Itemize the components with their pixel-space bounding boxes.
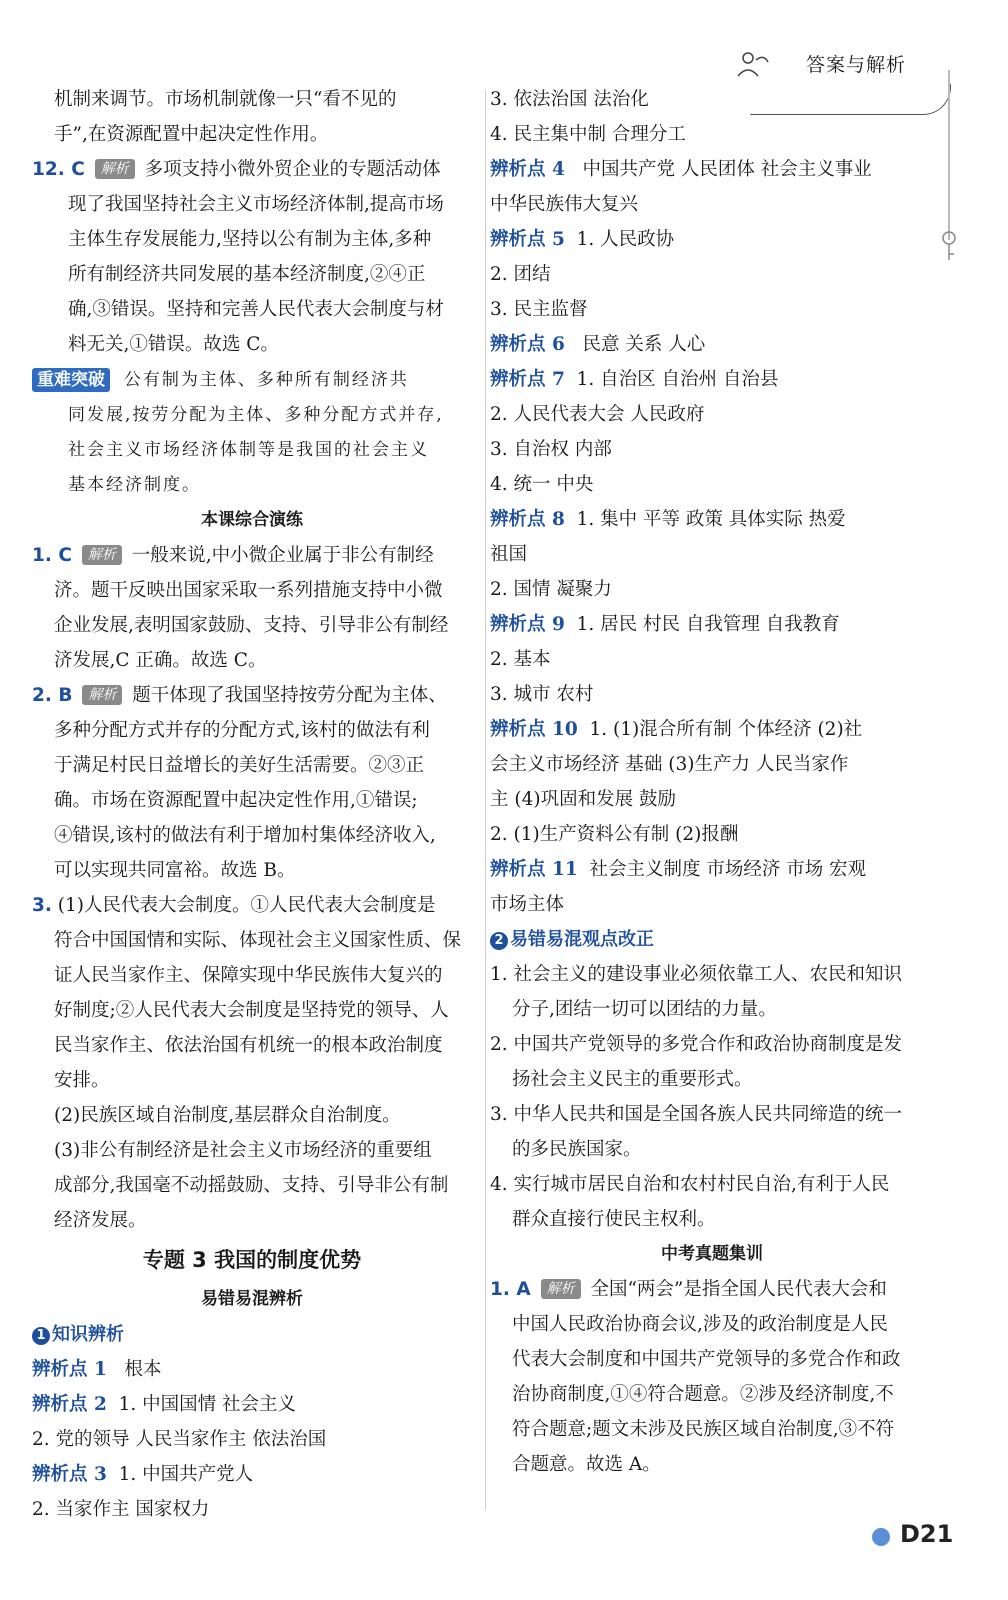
text-line: 安排。 — [54, 1070, 110, 1091]
correction-line: 3. 中华人民共和国是全国各族人民共同缔造的统一 — [490, 1104, 903, 1125]
point-line — [490, 817, 934, 852]
point-text: 1. (1)混合所有制 个体经济 (2)社 — [589, 719, 863, 740]
breakthrough-note — [32, 362, 472, 398]
point-text: 1. 中国国情 社会主义 — [118, 1394, 297, 1415]
topic-subtitle: 易错易混辨析 — [201, 1289, 303, 1309]
text-line: 现了我国坚持社会主义市场经济体制,提高市场 — [68, 194, 444, 215]
point-text: 1. 居民 村民 自我管理 自我教育 — [576, 614, 840, 635]
section-knowledge — [32, 1317, 472, 1352]
question-2 — [32, 678, 472, 713]
correction-line: 2. 中国共产党领导的多党合作和政治协商制度是发 — [490, 1034, 903, 1055]
text-line: 符合题意;题文未涉及民族区域自治制度,③不符 — [512, 1419, 895, 1440]
text-line: ④错误,该村的做法有利于增加村集体经济收入, — [54, 825, 436, 846]
text-line: 主体生存发展能力,坚持以公有制为主体,多种 — [68, 229, 432, 250]
text-line: 确。市场在资源配置中起决定性作用,①错误; — [54, 790, 418, 811]
point-text: 1. 自治区 自治州 自治县 — [576, 369, 779, 390]
page-header — [730, 44, 980, 84]
text-line: 济发展,C 正确。故选 C。 — [54, 650, 267, 671]
correction-line: 群众直接行使民主权利。 — [512, 1209, 716, 1230]
point-label: 辨析点 3 — [32, 1464, 107, 1485]
point-text: 2. 团结 — [490, 264, 551, 285]
point-text: 2. 国情 凝聚力 — [490, 579, 612, 600]
text-line: 合题意。故选 A。 — [512, 1454, 661, 1475]
point-text: 民意 关系 人心 — [582, 334, 706, 355]
point-text: 2. (1)生产资料公有制 (2)报酬 — [490, 824, 739, 845]
text-line: 企业发展,表明国家鼓励、支持、引导非公有制经 — [54, 615, 449, 636]
exam-question-1 — [490, 1272, 934, 1307]
point-text: 2. 党的领导 人民当家作主 依法治国 — [32, 1429, 327, 1450]
question-1 — [32, 538, 472, 573]
point-line — [490, 362, 934, 397]
analysis-tag: 解析 — [541, 1279, 581, 1299]
point-text: 2. 人民代表大会 人民政府 — [490, 404, 705, 425]
page-dot-icon — [872, 1528, 890, 1546]
point-text: 3. 城市 农村 — [490, 684, 594, 705]
point-text: 社会主义制度 市场经济 市场 宏观 — [589, 859, 867, 880]
point-text: 2. 基本 — [490, 649, 551, 670]
point-text: 3. 民主监督 — [490, 299, 588, 320]
exam-heading: 中考真题集训 — [661, 1244, 763, 1264]
text-line: 符合中国国情和实际、体现社会主义国家性质、保 — [54, 930, 462, 951]
text-line: 证人民当家作主、保障实现中华民族伟大复兴的 — [54, 965, 443, 986]
text-line: 手”,在资源配置中起决定性作用。 — [54, 124, 329, 145]
point-label: 辨析点 11 — [490, 859, 578, 880]
point-label: 辨析点 9 — [490, 614, 565, 635]
question-3 — [32, 888, 472, 923]
right-column — [490, 82, 934, 1482]
answer-number: 3. — [32, 895, 52, 916]
text-line: 经济发展。 — [54, 1210, 147, 1231]
text-line: 多项支持小微外贸企业的专题活动体 — [144, 159, 441, 180]
section-number-badge: 2 — [490, 932, 508, 950]
section-title: 易错易混观点改正 — [510, 929, 654, 950]
text-line: 同发展,按劳分配为主体、多种分配方式并存, — [68, 405, 444, 425]
text-line: (3)非公有制经济是社会主义市场经济的重要组 — [54, 1140, 432, 1161]
analysis-tag: 解析 — [95, 159, 135, 179]
correction-line: 扬社会主义民主的重要形式。 — [512, 1069, 753, 1090]
text-line: 一般来说,中小微企业属于非公有制经 — [131, 545, 434, 566]
text-line: 可以实现共同富裕。故选 B。 — [54, 860, 296, 881]
side-tab-line — [948, 70, 950, 240]
point-line — [32, 1387, 472, 1422]
text-line: 民当家作主、依法治国有机统一的根本政治制度 — [54, 1035, 443, 1056]
answer-number: 12. C — [32, 159, 85, 180]
text-line: 代表大会制度和中国共产党领导的多党合作和政 — [512, 1349, 901, 1370]
point-line — [490, 852, 934, 887]
point-line — [32, 1457, 472, 1492]
point-line — [490, 467, 934, 502]
point-text: 根本 — [124, 1359, 162, 1380]
point-text: 1. 人民政协 — [576, 229, 675, 250]
page-number: D21 — [900, 1520, 954, 1548]
text-line: (1)人民代表大会制度。①人民代表大会制度是 — [57, 895, 436, 916]
point-label: 辨析点 5 — [490, 229, 565, 250]
answer-number: 1. C — [32, 545, 72, 566]
text-line: 基本经济制度。 — [68, 475, 201, 495]
point-label: 辨析点 6 — [490, 334, 565, 355]
point-line — [490, 187, 934, 222]
correction-line: 4. 实行城市居民自治和农村村民自治,有利于人民 — [490, 1174, 890, 1195]
text-line: 料无关,①错误。故选 C。 — [68, 334, 279, 355]
point-line — [32, 1492, 472, 1527]
point-text: 1. 集中 平等 政策 具体实际 热爱 — [576, 509, 846, 530]
point-text: 4. 民主集中制 合理分工 — [490, 124, 686, 145]
header-title: 答案与解析 — [806, 54, 907, 76]
key-icon — [936, 230, 962, 262]
text-line: 于满足村民日益增长的美好生活需要。②③正 — [54, 755, 425, 776]
point-label: 辨析点 2 — [32, 1394, 107, 1415]
point-text: 3. 依法治国 法治化 — [490, 89, 649, 110]
point-line — [490, 117, 934, 152]
left-column — [32, 82, 472, 1527]
point-line — [490, 432, 934, 467]
point-line — [490, 572, 934, 607]
question-12 — [32, 152, 472, 187]
section-corrections — [490, 922, 934, 957]
text-line: 确,③错误。坚持和完善人民代表大会制度与材 — [68, 299, 444, 320]
text-line: 济。题干反映出国家采取一系列措施支持中小微 — [54, 580, 443, 601]
point-line — [490, 152, 934, 187]
text-line: 机制来调节。市场机制就像一只“看不见的 — [54, 89, 397, 110]
point-line — [490, 887, 934, 922]
text-line: 好制度;②人民代表大会制度是坚持党的领导、人 — [54, 1000, 449, 1021]
text-line: 公有制为主体、多种所有制经济共 — [123, 370, 409, 390]
point-line — [490, 292, 934, 327]
text-line: 所有制经济共同发展的基本经济制度,②④正 — [68, 264, 426, 285]
text-line: 题干体现了我国坚持按劳分配为主体、 — [132, 685, 447, 706]
text-line: 全国“两会”是指全国人民代表大会和 — [590, 1279, 887, 1300]
point-line — [490, 222, 934, 257]
text-line: 治协商制度,①④符合题意。②涉及经济制度,不 — [512, 1384, 894, 1405]
page-number-badge — [872, 1518, 962, 1552]
correction-line: 的多民族国家。 — [512, 1139, 642, 1160]
breakthrough-tag: 重难突破 — [32, 368, 110, 392]
point-line — [490, 502, 934, 537]
correction-line: 分子,团结一切可以团结的力量。 — [512, 999, 777, 1020]
text-line: 多种分配方式并存的分配方式,该村的做法有利 — [54, 720, 430, 741]
point-text: 市场主体 — [490, 894, 565, 915]
point-text: 4. 统一 中央 — [490, 474, 594, 495]
point-text: 3. 自治权 内部 — [490, 439, 612, 460]
practice-heading: 本课综合演练 — [201, 510, 303, 530]
answer-number: 1. A — [490, 1279, 531, 1300]
point-text: 1. 中国共产党人 — [118, 1464, 254, 1485]
point-line — [490, 782, 934, 817]
point-line — [490, 677, 934, 712]
point-line — [490, 537, 934, 572]
point-line — [490, 747, 934, 782]
point-line — [490, 327, 934, 362]
point-label: 辨析点 7 — [490, 369, 565, 390]
point-line — [490, 642, 934, 677]
analysis-tag: 解析 — [82, 545, 122, 565]
point-line — [32, 1352, 472, 1387]
point-label: 辨析点 8 — [490, 509, 565, 530]
text-line: 中国人民政治协商会议,涉及的政治制度是人民 — [512, 1314, 888, 1335]
section-title: 知识辨析 — [52, 1324, 124, 1345]
point-line — [490, 607, 934, 642]
section-number-badge: 1 — [32, 1327, 50, 1345]
point-text: 祖国 — [490, 544, 528, 565]
point-line — [490, 397, 934, 432]
topic-title: 专题 3 我国的制度优势 — [142, 1248, 362, 1272]
text-line: 成部分,我国毫不动摇鼓励、支持、引导非公有制 — [54, 1175, 449, 1196]
reading-person-icon — [736, 50, 770, 78]
text-line: 社会主义市场经济体制等是我国的社会主义 — [68, 440, 429, 460]
correction-line: 1. 社会主义的建设事业必须依靠工人、农民和知识 — [490, 964, 903, 985]
point-text: 中华民族伟大复兴 — [490, 194, 639, 215]
text-line: (2)民族区域自治制度,基层群众自治制度。 — [54, 1105, 401, 1126]
point-label: 辨析点 4 — [490, 159, 565, 180]
point-text: 2. 当家作主 国家权力 — [32, 1499, 210, 1520]
point-text: 主 (4)巩固和发展 鼓励 — [490, 789, 676, 810]
point-line — [490, 257, 934, 292]
point-line — [490, 712, 934, 747]
point-label: 辨析点 10 — [490, 719, 578, 740]
answer-number: 2. B — [32, 685, 73, 706]
point-text: 会主义市场经济 基础 (3)生产力 人民当家作 — [490, 754, 849, 775]
point-text: 中国共产党 人民团体 社会主义事业 — [582, 159, 872, 180]
point-line — [490, 82, 934, 117]
point-label: 辨析点 1 — [32, 1359, 107, 1380]
analysis-tag: 解析 — [82, 685, 122, 705]
column-divider — [485, 90, 486, 1510]
point-line — [32, 1422, 472, 1457]
